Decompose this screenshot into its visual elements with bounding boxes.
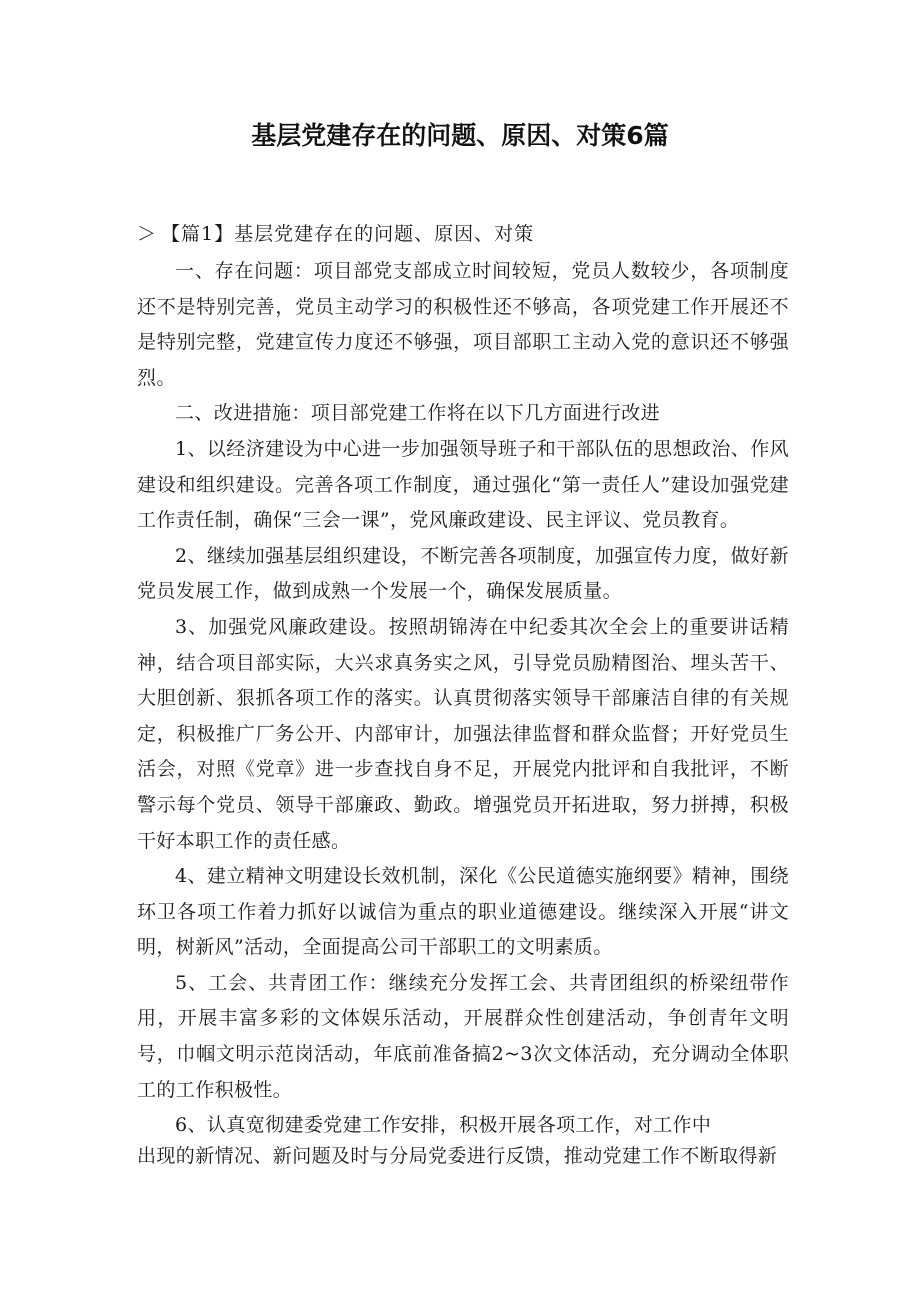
section-heading xyxy=(137,219,534,246)
body-text xyxy=(137,254,789,1144)
paragraph-item-3: 3、加强党风廉政建设。按照胡锦涛在中纪委其次全会上的重要讲话精神，结合项目部实际，大兴求真务实之风，引导党员励精图治、埋头苦干、大胆创新、狠抓各项工作的落实。认真贯彻落实领导干部廉洁自律的有关规定，积极推广厂务公开、内部审计，加强法律监督和群众监督；开好党员生活会，对照《党章》进一步查找自身不足，开展党内批评和自我批评，不断警示每个党员、领导干部廉政、勤政。增强党员开拓进取，努力拼搏，积极干好本职工作的责任感。 xyxy=(137,615,789,852)
paragraph-item-6: 6、认真宽彻建委党建工作安排，积极开展各项工作，对工作中 xyxy=(175,1114,712,1137)
paragraph-problems: 一、存在问题：项目部党支部成立时间较短，党员人数较少，各项制度还不是特别完善，党员主动学习的积极性还不够高，各项党建工作开展还不是特别完整，党建宣传力度还不够强，项目部职工主动入党的意识还不够强烈。 xyxy=(137,260,789,389)
paragraph-measures: 二、改进措施：项目部党建工作将在以下几方面进行改进 xyxy=(175,402,661,425)
paragraph-item-4: 4、建立精神文明建设长效机制，深化《公民道德实施纲要》精神，围绕环卫各项工作着力抓好以诚信为重点的职业道德建设。继续深入开展“讲文明，树新风”活动，全面提高公司干部职工的文明素质。 xyxy=(137,865,789,959)
paragraph-item-2: 2、继续加强基层组织建设，不断完善各项制度，加强宣传力度，做好新党员发展工作，做到成熟一个发展一个，确保发展质量。 xyxy=(137,544,789,603)
section-heading-text: 【篇1】基层党建存在的问题、原因、对策 xyxy=(161,223,535,245)
paragraph-item-5: 5、工会、共青团工作：继续充分发挥工会、共青团组织的桥梁纽带作用，开展丰富多彩的文体娱乐活动，开展群众性创建活动，争创青年文明号，巾帼文明示范岗活动，年底前准备搞2~3次文体活动，充分调动全体职工的工作积极性。 xyxy=(137,971,789,1101)
arrow-marker: ＞ xyxy=(137,223,158,245)
continuation-line: 出现的新情况、新问题及时与分局党委进行反馈，推动党建工作不断取得新 xyxy=(137,1145,778,1167)
document-title: 基层党建存在的问题、原因、对策6篇 xyxy=(251,121,669,150)
paragraph-item-1: 1、以经济建设为中心进一步加强领导班子和干部队伍的思想政治、作风建设和组织建设。完善各项工作制度，通过强化“第一责任人”建设加强党建工作责任制，确保“三会一课”，党风廉政建设、民主评议、党员教育。 xyxy=(137,437,789,532)
